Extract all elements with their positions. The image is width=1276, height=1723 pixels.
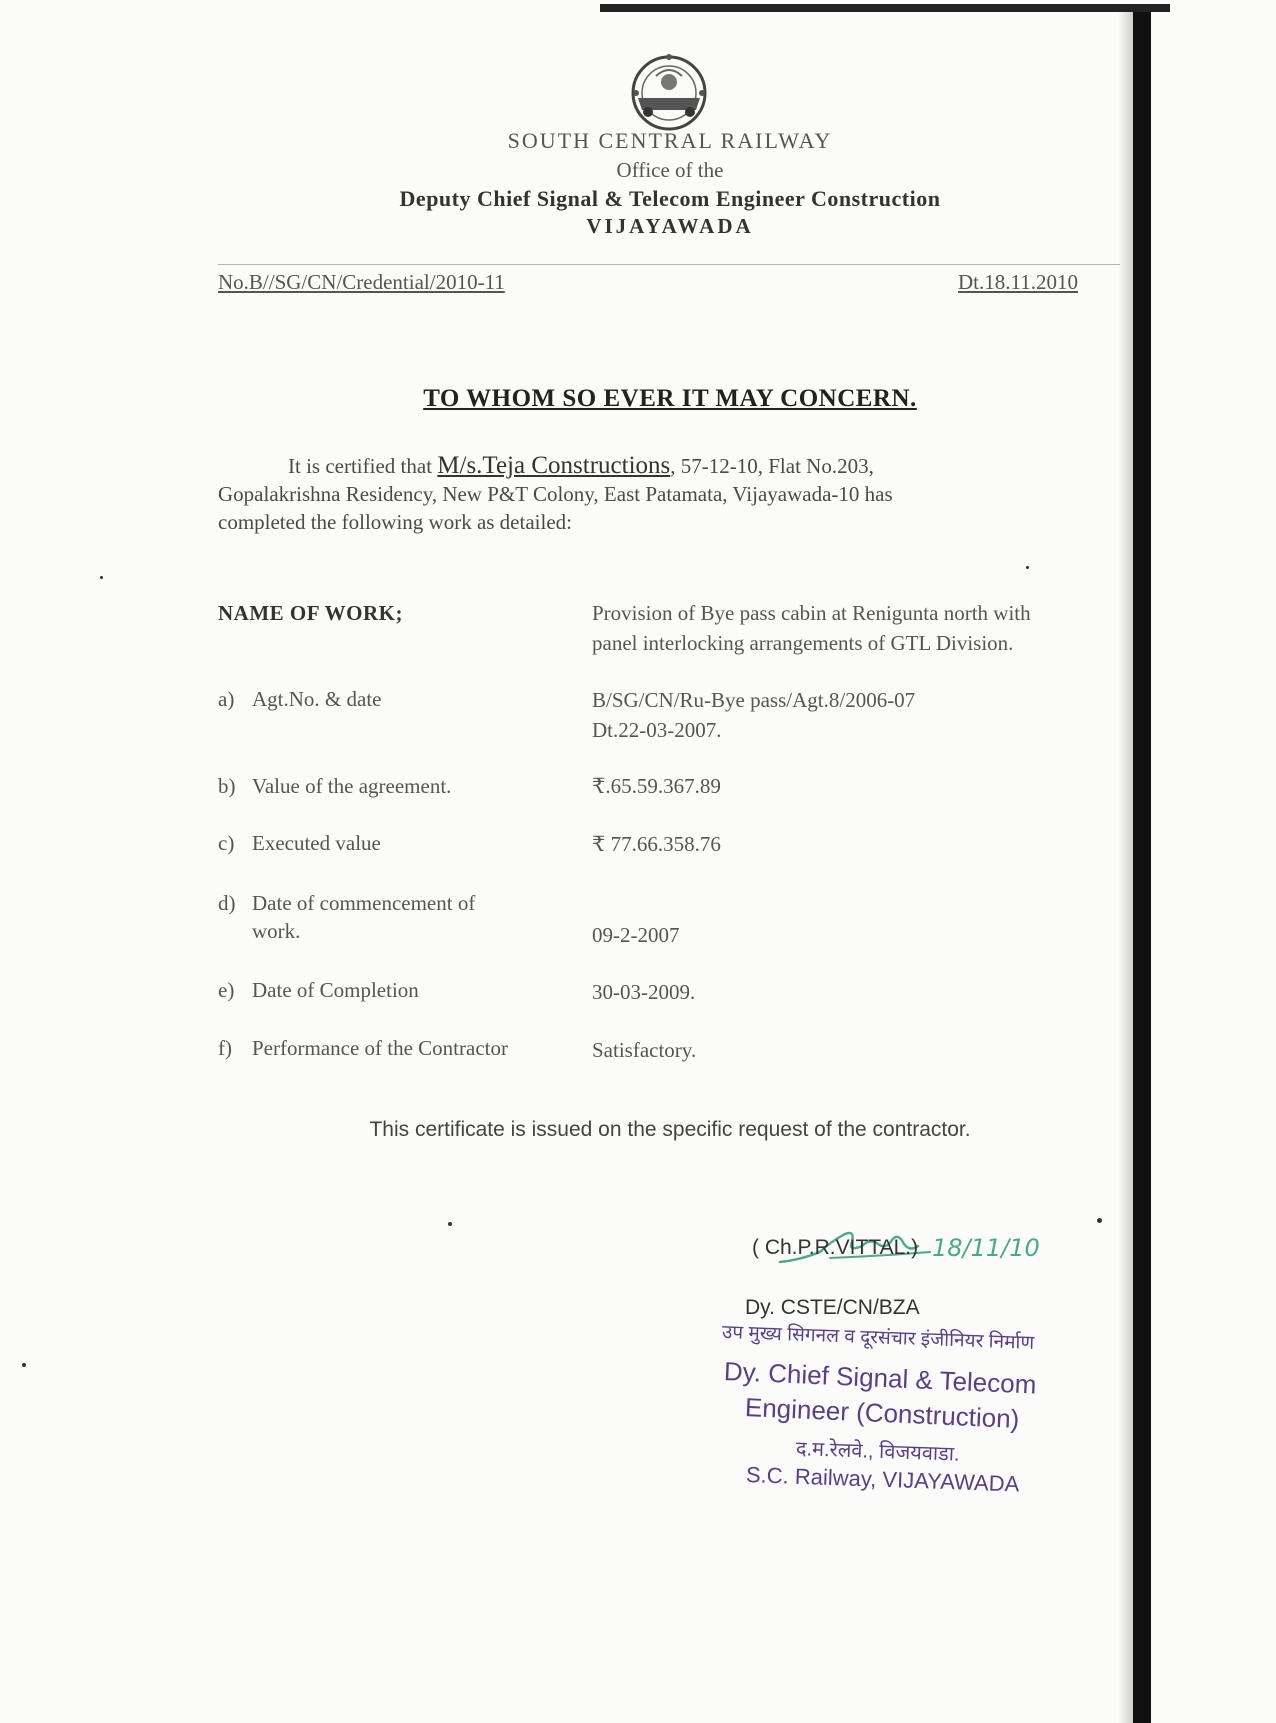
stamp-hindi-location: द.म.रेलवे., विजयवाडा. [795,1438,960,1466]
name-of-work-line1: Provision of Bye pass cabin at Renigunta north with [592,601,1031,625]
detail-value-agreement-no: B/SG/CN/Ru-Bye pass/Agt.8/2006-07 Dt.22-03-2007. [592,685,915,745]
firm-address-line1: , 57-12-10, Flat No.203, [670,454,874,478]
detail-mark-e: e) [218,978,235,1002]
scan-shadow-right [1118,12,1133,1723]
certificate-title: TO WHOM SO EVER IT MAY CONCERN. [423,385,917,412]
signature-date: 18/11/10 [932,1234,1040,1262]
intro-prefix: It is certified that [288,454,433,478]
detail-label-completion: e) Date of Completion [218,978,419,1002]
detail-value-agreement-value: ₹.65.59.367.89 [592,774,721,798]
detail-label-performance: f) Performance of the Contractor [218,1036,508,1060]
header-railway-name: SOUTH CENTRAL RAILWAY [507,128,833,153]
detail-value-agreement-date: Dt.22-03-2007. [592,718,722,742]
name-of-work-value [592,598,1031,658]
railway-emblem-icon [628,52,710,134]
detail-mark-b: b) [218,774,236,798]
header-city: VIJAYAWADA [586,214,754,238]
scan-speck [22,1363,26,1367]
detail-label-commencement-cont: work. [252,919,301,943]
closing-statement: This certificate is issued on the specific request of the contractor. [369,1118,971,1141]
header-office: Office of the [616,158,724,182]
detail-label-agreement-no: a) Agt.No. & date [218,687,382,711]
header-divider [218,264,1120,265]
scan-speck [448,1222,452,1226]
stamp-designation-line2: Engineer (Construction) [744,1392,1020,1434]
scan-speck [100,576,103,579]
detail-label-executed-value: c) Executed value [218,831,381,855]
stamp-location: S.C. Railway, VIJAYAWADA [745,1462,1020,1497]
stamp-designation-line1: Dy. Chief Signal & Telecom [723,1356,1038,1400]
detail-mark-a: a) [218,687,235,711]
stamp-hindi-designation: उप मुख्य सिगनल व दूरसंचार इंजीनियर निर्माण [721,1322,1035,1354]
header-department: Deputy Chief Signal & Telecom Engineer Construction [399,186,941,211]
detail-value-executed-value: ₹ 77.66.358.76 [592,832,721,856]
signatory-designation: Dy. CSTE/CN/BZA [745,1296,920,1319]
scan-border-top [600,4,1170,12]
name-of-work-line2: panel interlocking arrangements of GTL Division. [592,631,1014,655]
name-of-work-label: NAME OF WORK; [218,601,403,625]
scan-border-right [1133,12,1151,1723]
intro-paragraph [218,452,1120,536]
detail-mark-d: d) [218,891,236,915]
scan-speck [1026,566,1029,569]
detail-label-agreement-value: b) Value of the agreement. [218,774,452,798]
detail-mark-f: f) [218,1036,232,1060]
detail-value-commencement: 09-2-2007 [592,923,680,947]
detail-label-commencement: d) Date of commencement of work. [218,891,476,943]
detail-mark-c: c) [218,831,235,855]
reference-date: Dt.18.11.2010 [958,270,1078,294]
firm-name: M/s.Teja Constructions [437,452,671,479]
reference-number: No.B//SG/CN/Credential/2010-11 [218,270,505,294]
signatory-name: ( Ch.P.R.VITTAL.) [752,1236,919,1259]
scan-speck [1097,1218,1102,1223]
intro-closing-line: completed the following work as detailed: [218,510,572,534]
detail-value-performance: Satisfactory. [592,1038,697,1062]
firm-address-line2: Gopalakrishna Residency, New P&T Colony, East Patamata, Vijayawada-10 has [218,482,893,506]
detail-value-completion: 30-03-2009. [592,980,696,1004]
